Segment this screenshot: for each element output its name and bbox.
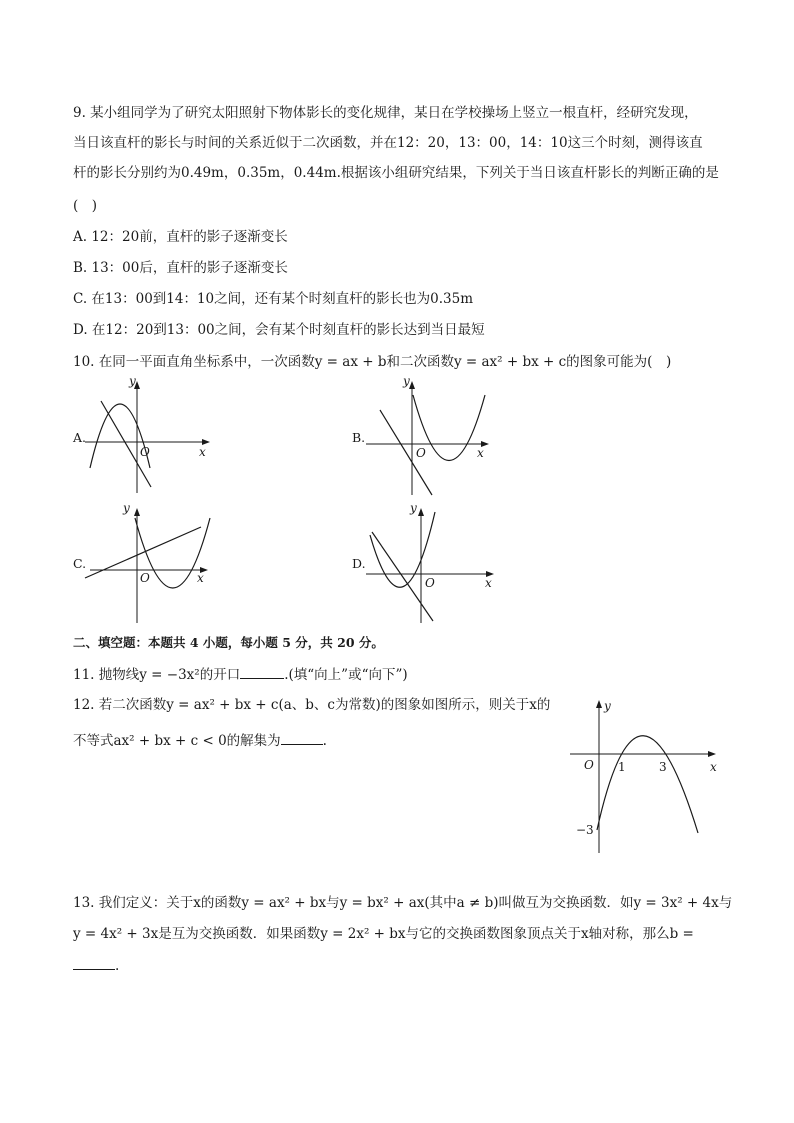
x-axis-arrow (708, 751, 716, 757)
q10-graph-d (366, 500, 501, 625)
y-axis-label: y (129, 374, 136, 388)
q12-stem-line1: 12. 若二次函数y = ax² + bx + c(a、b、c为常数)的图象如图所示，则关于x的 (73, 697, 551, 713)
q9-option-a: A. 12：20前，直杆的影子逐渐变长 (73, 229, 288, 245)
q10-option-d-label: D. (352, 556, 366, 571)
x-axis-label: x (710, 760, 717, 774)
origin-label: O (140, 445, 150, 459)
q11-stem (73, 664, 408, 684)
y-axis-arrow (409, 381, 415, 389)
q9-option-d: D. 在12：20到13：00之间，会有某个时刻直杆的影长达到当日最短 (73, 322, 485, 338)
x-axis-label: x (199, 445, 206, 459)
y-axis-label: y (410, 501, 417, 515)
q13-answer-blank[interactable] (73, 955, 115, 970)
q11-stem-after: .(填“向上”或“向下”) (284, 667, 408, 683)
q10-option-c-label: C. (73, 556, 87, 571)
q11-answer-blank[interactable] (240, 664, 284, 679)
q12-stem-line2 (73, 730, 327, 750)
q9-stem-line1: 9. 某小组同学为了研究太阳照射下物体影长的变化规律，某日在学校操场上竖立一根直杆，经研究发现， (73, 105, 698, 121)
q13-stem-line3 (73, 955, 119, 975)
y-intercept-label: −3 (576, 823, 594, 837)
q10-option-b-label: B. (352, 430, 366, 445)
x-axis-label: x (197, 571, 204, 585)
y-axis-arrow (418, 508, 424, 516)
q10-graph-c (85, 500, 215, 625)
q10-graph-a (85, 375, 215, 495)
origin-label: O (416, 446, 426, 460)
y-axis-arrow (134, 508, 140, 516)
q12-stem-after: . (322, 733, 327, 749)
tick-1-label: 1 (618, 760, 626, 774)
origin-label: O (584, 758, 594, 772)
q9-stem-line3: 杆的影长分别约为0.49m，0.35m，0.44m.根据该小组研究结果，下列关于当日该直杆影长的判断正确的是 (73, 165, 719, 181)
tick-3-label: 3 (659, 760, 667, 774)
q10-stem: 10. 在同一平面直角坐标系中，一次函数y = ax + b和二次函数y = ax² + bx + c的图象可能为( ) (73, 354, 672, 370)
q13-stem-line1: 13. 我们定义：关于x的函数y = ax² + bx与y = bx² + ax(其中a ≠ b)叫做互为交换函数．如y = 3x² + 4x与 (73, 895, 733, 911)
q9-option-b: B. 13：00后，直杆的影子逐渐变长 (73, 260, 288, 276)
origin-label: O (425, 576, 435, 590)
q13-stem-line2: y = 4x² + 3x是互为交换函数．如果函数y = 2x² + bx与它的交换函数图象顶点关于x轴对称，那么b = (73, 926, 694, 942)
y-axis-label: y (123, 501, 130, 515)
y-axis-label: y (604, 699, 611, 713)
parabola (597, 736, 698, 833)
section-2-heading: 二、填空题：本题共 4 小题，每小题 5 分，共 20 分。 (73, 635, 384, 650)
x-axis-label: x (477, 446, 484, 460)
y-axis-arrow (596, 700, 602, 708)
q11-stem-before: 11. 抛物线y = −3x²的开口 (73, 667, 241, 683)
y-axis-label: y (403, 374, 410, 388)
x-axis-label: x (485, 576, 492, 590)
q9-stem-line2: 当日该直杆的影长与时间的关系近似于二次函数，并在12：20，13：00，14：10这三个时刻，测得该直 (73, 135, 703, 151)
q13-stem-after: . (115, 958, 120, 974)
q9-answer-paren: ( ) (73, 198, 98, 214)
q12-graph (570, 695, 720, 855)
line (372, 532, 433, 621)
q10-option-a-label: A. (73, 430, 87, 445)
q12-answer-blank[interactable] (281, 730, 323, 745)
origin-label: O (140, 571, 150, 585)
q9-option-c: C. 在13：00到14：10之间，还有某个时刻直杆的影长也为0.35m (73, 291, 474, 307)
q12-stem-before: 不等式ax² + bx + c < 0的解集为 (73, 733, 281, 749)
q10-graph-b (366, 375, 496, 500)
